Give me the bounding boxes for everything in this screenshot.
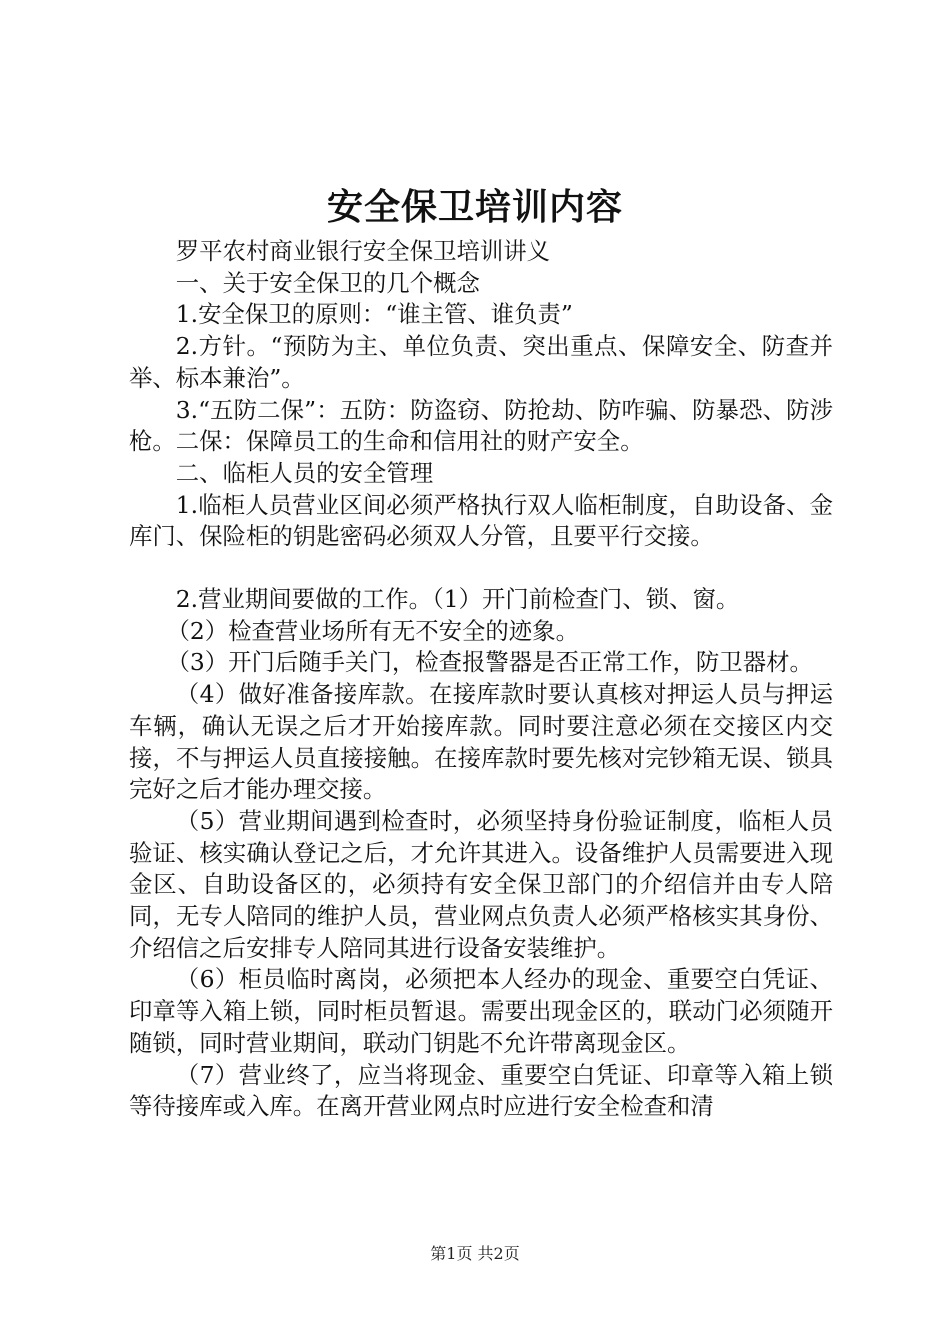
paragraph-item-6: （6）柜员临时离岗，必须把本人经办的现金、重要空白凭证、印章等入箱上锁，同时柜员暂退。需要出现金区的，联动门必须随开随锁，同时营业期间，联动门钥匙不允许带离现金区。: [129, 965, 833, 1057]
section-heading-concepts: 一、关于安全保卫的几个概念: [175, 268, 480, 297]
document-title: 安全保卫培训内容: [326, 186, 623, 228]
page-footer: 第1页 共2页: [430, 1244, 520, 1263]
paragraph-five-two: 3.“五防二保”：五防：防盗窃、防抢劫、防咋骗、防暴恐、防涉枪。二保：保障员工的生命和信用社的财产安全。: [129, 395, 833, 456]
paragraph-item-5: （5）营业期间遇到检查时，必须坚持身份验证制度，临柜人员验证、核实确认登记之后，才允许其进入。设备维护人员需要进入现金区、自助设备区的，必须持有安全保卫部门的介绍信并由专人陪同，无专人陪同的维护人员，营业网点负责人必须严格核实其身份、介绍信之后安排专人陪同其进行设备安装维护。: [129, 806, 833, 962]
paragraph-item-3: （3）开门后随手关门，检查报警器是否正常工作，防卫器材。: [166, 648, 813, 677]
paragraph-item-4: （4）做好准备接库款。在接库款时要认真核对押运人员与押运车辆，确认无误之后才开始接库款。同时要注意必须在交接区内交接，不与押运人员直接接触。在接库款时要先核对完钞箱无误、锁具完好之后才能办理交接。: [129, 680, 833, 804]
document-body: [129, 236, 833, 1123]
paragraph-dual-counter: 1.临柜人员营业区间必须严格执行双人临柜制度，自助设备、金库门、保险柜的钥匙密码必须双人分管，且要平行交接。: [129, 490, 833, 551]
paragraph-item-2: （2）检查营业场所有无不安全的迹象。: [166, 616, 579, 645]
paragraph-lecture-title: 罗平农村商业银行安全保卫培训讲义: [175, 237, 551, 265]
section-heading-counter-staff: 二、临柜人员的安全管理: [175, 458, 434, 487]
paragraph-item-7: （7）营业终了，应当将现金、重要空白凭证、印章等入箱上锁等待接库或入库。在离开营业网点时应进行安全检查和清: [129, 1060, 833, 1121]
paragraph-business-hours: 2.营业期间要做的工作。（1）开门前检查门、锁、窗。: [175, 585, 740, 614]
paragraph-principle: 1.安全保卫的原则：“谁主管、谁负责”: [175, 300, 573, 329]
paragraph-policy: 2.方针。“预防为主、单位负责、突出重点、保障安全、防查并举、标本兼治”。: [129, 332, 833, 392]
